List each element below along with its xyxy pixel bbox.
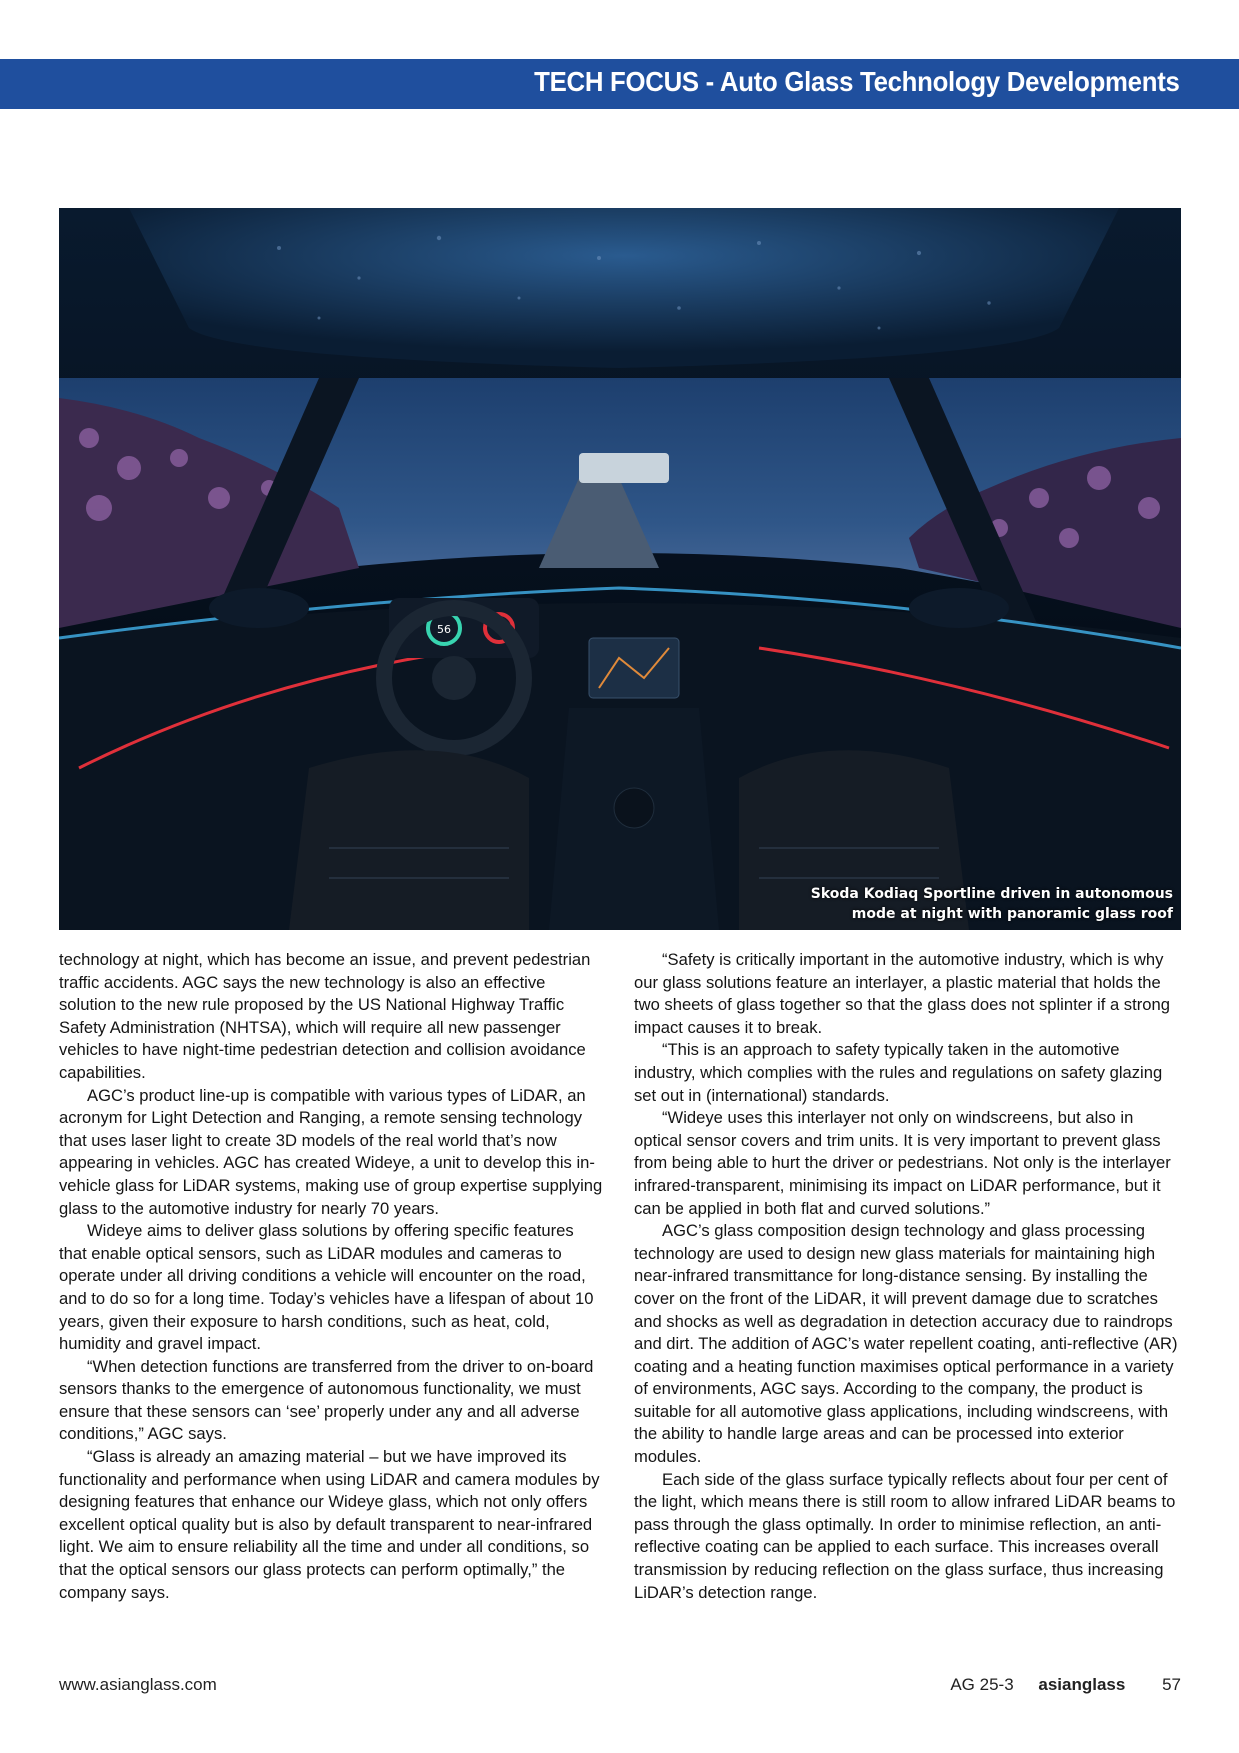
paragraph: “Safety is critically important in the automotive industry, which is why our glass solutions feature an interlayer, a plastic material that holds the two sheets of glass together so that the glass does not splinter if a strong impact causes it to break. [634, 950, 1170, 1037]
rear-view-mirror [579, 453, 669, 483]
paragraph: Wideye aims to deliver glass solutions by offering specific features that enable optical sensors, such as LiDAR modules and cameras to operate under all driving conditions a vehicle will encounter on the road, and to do so for a long time. Today’s vehicles have a lifespan of about 10 years, given their exposure to harsh conditions, such as heat, cold, humidity and gravel impact. [59, 1221, 594, 1354]
paragraph: AGC’s product line-up is compatible with various types of LiDAR, an acronym for Light Detection and Ranging, a remote sensing technology that uses laser light to create 3D models of the real world that’s now appearing in vehicles. AGC has created Wideye, a unit to develop this in-vehicle glass for LiDAR systems, making use of group expertise supplying glass to the automotive industry for nearly 70 years. [59, 1085, 603, 1218]
section-title: TECH FOCUS - Auto Glass Technology Developments [534, 66, 1180, 97]
panoramic-roof [129, 208, 1119, 368]
driver-seat [289, 750, 529, 930]
brand-name: asianglass [1038, 1675, 1126, 1694]
car-interior-photo [59, 208, 1181, 930]
header-banner [0, 59, 1239, 109]
issue-number: AG 25-3 [950, 1675, 1014, 1694]
page-footer [59, 1675, 1181, 1699]
website-link[interactable]: www.asianglass.com [59, 1675, 217, 1694]
car-interior-illustration [59, 208, 1181, 930]
paragraph: “Wideye uses this interlayer not only on windscreens, but also in optical sensor covers and trim units. It is very important to prevent glass from being able to hurt the driver or pedestrians. Not only is the interlayer infrared-transparent, minimising its impact on LiDAR performance, but it can be applied in both flat and curved solutions.” [634, 1108, 1171, 1218]
photo-caption [811, 884, 1173, 924]
caption-line-1: Skoda Kodiaq Sportline driven in autonomous [810, 886, 1173, 902]
caption-line-2: mode at night with panoramic glass roof [851, 906, 1173, 922]
paragraph: technology at night, which has become an issue, and prevent pedestrian traffic accidents. AGC says the new technology is also an effective solution to the new rule proposed by the US National Highway Traffic Safety Administration (NHTSA), which will require all new passenger vehicles to have night-time pedestrian detection and collision avoidance capabilities. [59, 950, 591, 1082]
paragraph: Each side of the glass surface typically reflects about four per cent of the light, which means there is still room to allow infrared LiDAR beams to pass through the glass optimally. In order to minimise reflection, an anti-reflective coating can be applied to each surface. This increases overall transmission by reducing reflection on the glass surface, thus increasing LiDAR’s detection range. [634, 1469, 1176, 1602]
paragraph: AGC’s glass composition design technology and glass processing technology are used to design new glass materials for maintaining high near-infrared transmittance for long-distance sensing. By installing the cover on the front of the LiDAR, it will prevent damage due to scratches and shocks as well as degradation in detection accuracy due to raindrops and dirt. The addition of AGC’s water repellent coating, anti-reflective (AR) coating and a heating function maximises optical performance in a variety of environments, AGC says. According to the company, the product is suitable for all automotive glass applications, including windscreens, with the ability to handle large areas and can be processed into exterior modules. [634, 1221, 1178, 1467]
infotainment-screen [589, 638, 679, 698]
speed-readout: 56 [437, 623, 451, 636]
paragraph: “This is an approach to safety typically taken in the automotive industry, which complies with the rules and regulations on safety glazing set out in (international) standards. [634, 1040, 1163, 1105]
footer-meta [950, 1675, 1181, 1695]
article-column-left [59, 949, 605, 1604]
article-column-right [634, 949, 1182, 1604]
paragraph: “When detection functions are transferred from the driver to on-board sensors thanks to the emergence of autonomous functionality, we must ensure that these sensors can ‘see’ properly under any and all adverse conditions,” AGC says. [59, 1356, 594, 1444]
page-number: 57 [1162, 1675, 1181, 1694]
paragraph: “Glass is already an amazing material – but we have improved its functionality and performance when using LiDAR and camera modules by designing features that enhance our Wideye glass, which not only offers excellent optical quality but is also by default transparent to near-infrared light. We aim to ensure reliability all the time and under all conditions, so that the optical sensors our glass protects can perform optimally,” the company says. [59, 1447, 600, 1602]
